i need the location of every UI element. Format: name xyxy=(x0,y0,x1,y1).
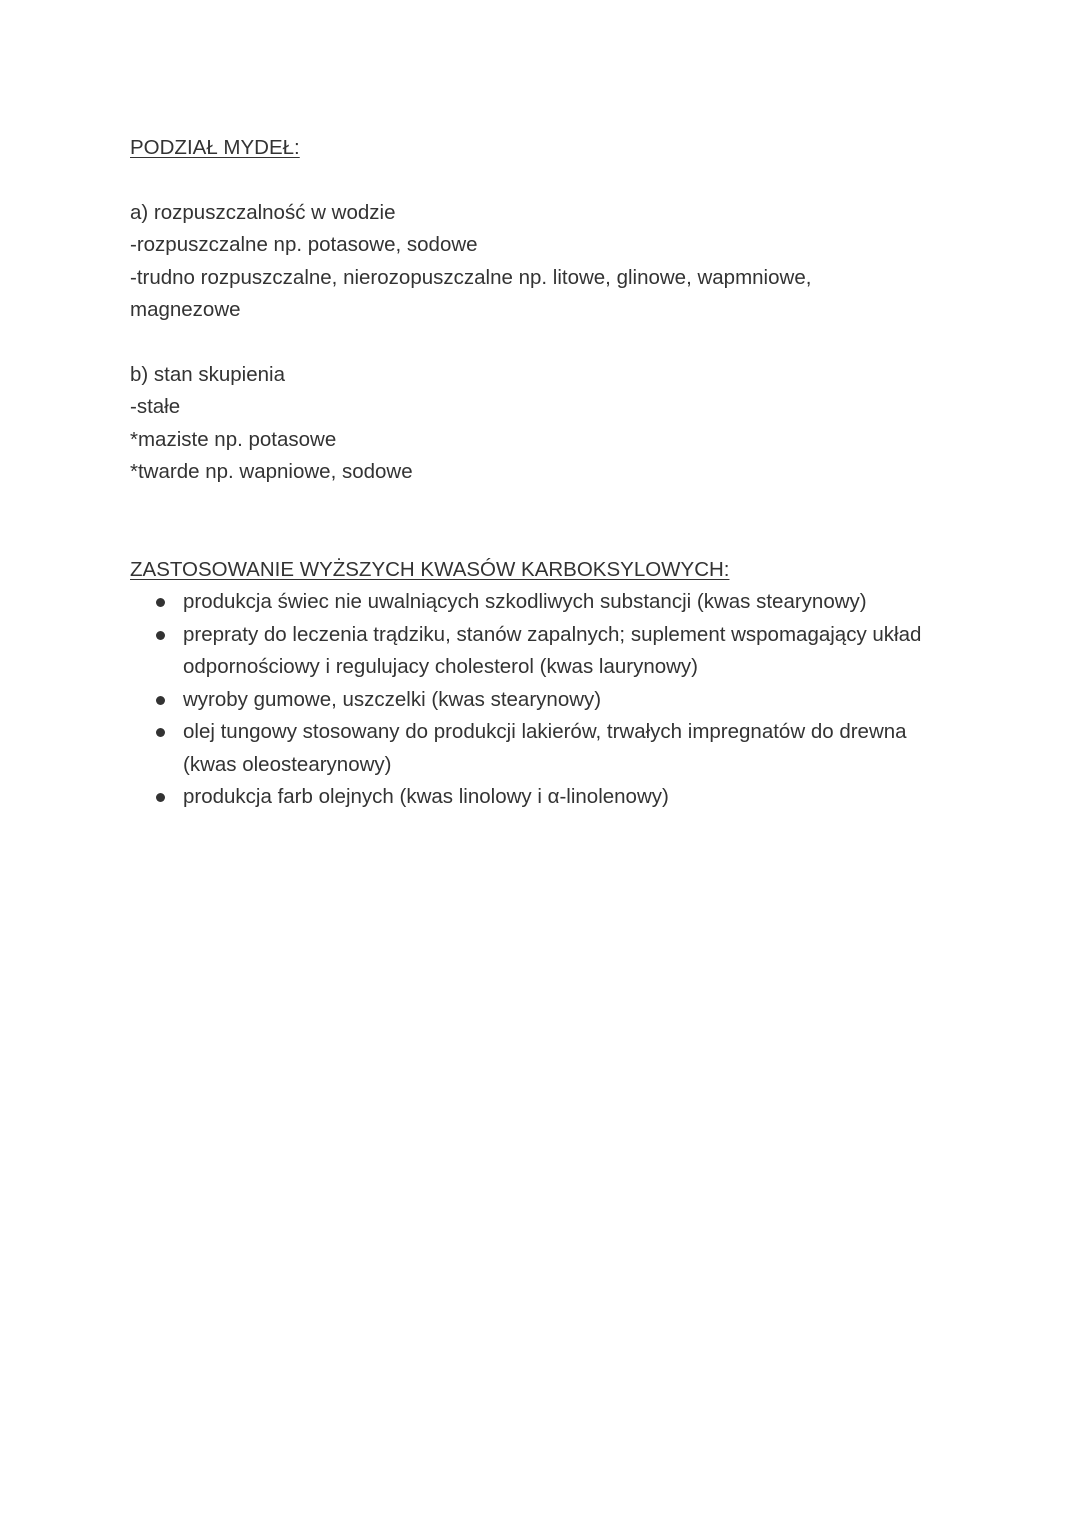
list-item: produkcja farb olejnych (kwas linolowy i α-linolenowy) xyxy=(130,781,930,814)
group-a-line-3: magnezowe xyxy=(130,298,241,321)
list-item: olej tungowy stosowany do produkcji lakierów, trwałych impregnatów do drewna (kwas oleostearynowy) xyxy=(130,716,930,781)
group-a-line-1: -rozpuszczalne np. potasowe, sodowe xyxy=(130,233,478,256)
list-item: wyroby gumowe, uszczelki (kwas stearynowy) xyxy=(130,684,930,717)
section-title-acid-uses: ZASTOSOWANIE WYŻSZYCH KWASÓW KARBOKSYLOWYCH: xyxy=(130,558,730,581)
group-b-line-3: *twarde np. wapniowe, sodowe xyxy=(130,460,413,483)
group-b-line-2: *maziste np. potasowe xyxy=(130,428,337,451)
group-b-line-1: -stałe xyxy=(130,395,181,418)
list-item: prepraty do leczenia trądziku, stanów zapalnych; suplement wspomagający układ odpornościowy i regulujacy cholesterol (kwas laurynowy) xyxy=(130,619,930,684)
list-item: produkcja świec nie uwalniących szkodliwych substancji (kwas stearynowy) xyxy=(130,586,930,619)
group-b-heading: b) stan skupienia xyxy=(130,363,285,386)
section-title-soap-division: PODZIAŁ MYDEŁ: xyxy=(130,136,300,159)
group-a-line-2: -trudno rozpuszczalne, nierozopuszczalne np. litowe, glinowe, wapmniowe, xyxy=(130,266,812,289)
acid-uses-list xyxy=(130,586,930,814)
group-a-heading: a) rozpuszczalność w wodzie xyxy=(130,201,396,224)
